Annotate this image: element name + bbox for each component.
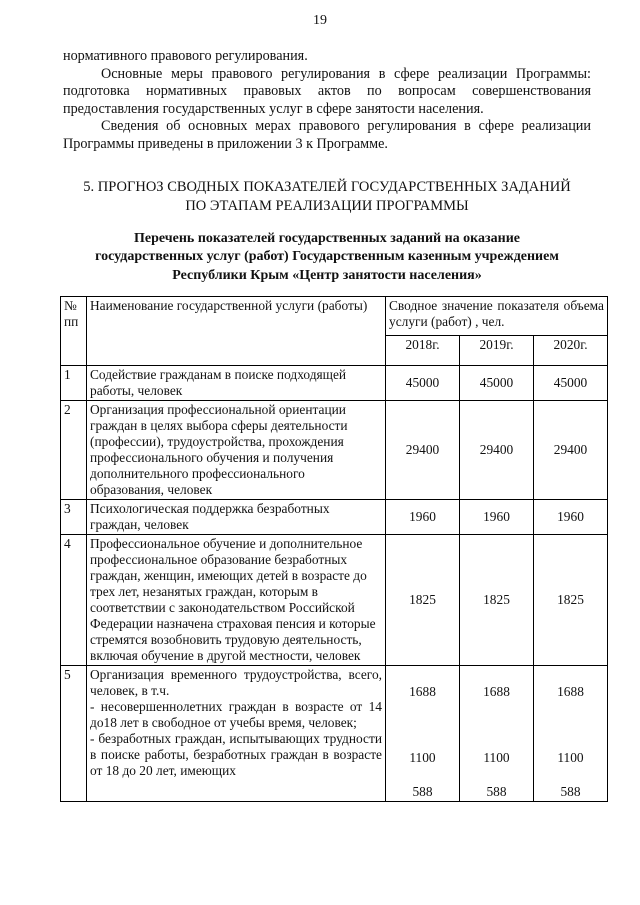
- table-caption-line: государственных услуг (работ) Государственным казенным учреждением: [95, 249, 559, 265]
- row-value: 45000: [460, 366, 534, 401]
- header-summary-value: Сводное значение показателя объема услуги (работ) , чел.: [386, 297, 608, 336]
- row-value: 1960: [534, 500, 608, 535]
- table-row: [61, 535, 608, 666]
- row-value-stack: [534, 666, 608, 802]
- row-num: 5: [61, 666, 87, 802]
- table-caption: [63, 230, 591, 285]
- row-num: 4: [61, 535, 87, 666]
- row-service-name: Профессиональное обучение и дополнительное профессиональное образование безработных граждан, женщин, имеющих детей в возрасте до трех лет, незанятых граждан, которым в соответствии с законодательством Российской Федерации назначена страховая пенсия и которые стремятся возобновить трудовую деятельность, включая обучение в другой местности, человек: [87, 535, 386, 666]
- section-title: [63, 178, 591, 216]
- row-value: 588: [486, 784, 507, 799]
- row-value: 1960: [460, 500, 534, 535]
- row-value: 1100: [557, 750, 584, 765]
- paragraph: нормативного правового регулирования.: [63, 48, 308, 64]
- row-value: 1100: [483, 750, 510, 765]
- row-value: 45000: [386, 366, 460, 401]
- row-value: 1825: [386, 535, 460, 666]
- row-value: 588: [560, 784, 581, 799]
- paragraph: Сведения об основных мерах правового регулирования в сфере реализации Программы приведены в приложении 3 к Программе.: [63, 118, 591, 152]
- table-caption-line: Перечень показателей государственных заданий на оказание: [134, 231, 520, 246]
- row-value: 29400: [386, 401, 460, 500]
- row-service-name: Организация профессиональной ориентации граждан в целях выбора сферы деятельности (профессии), трудоустройства, прохождения профессионального обучения и получения дополнительного профессионального образования, человек: [87, 401, 386, 500]
- row-service-name-part: - несовершеннолетних граждан в возрасте от 14 до18 лет в свободное от учебы время, человек;: [90, 699, 382, 730]
- table-row: [61, 401, 608, 500]
- row-value: 1688: [557, 684, 584, 699]
- page-number: 19: [313, 13, 327, 28]
- row-service-name: Содействие гражданам в поиске подходящей работы, человек: [87, 366, 386, 401]
- row-value: 29400: [460, 401, 534, 500]
- paragraph: Основные меры правового регулирования в сфере реализации Программы: подготовка нормативных правовых актов по вопросам совершенствования предоставления государственных услуг в сфере занятости населения.: [63, 65, 591, 117]
- row-service-name: [87, 666, 386, 802]
- header-service-name: Наименование государственной услуги (работы): [87, 297, 386, 366]
- header-year: 2018г.: [386, 336, 460, 366]
- row-service-name: Психологическая поддержка безработных граждан, человек: [87, 500, 386, 535]
- row-num: 1: [61, 366, 87, 401]
- row-value: 29400: [534, 401, 608, 500]
- row-num: 2: [61, 401, 87, 500]
- table-row: [61, 666, 608, 802]
- table-caption-line: Республики Крым «Центр занятости населения»: [172, 267, 482, 283]
- row-value: 1688: [483, 684, 510, 699]
- row-value: 588: [412, 784, 433, 799]
- header-num: № пп: [61, 297, 87, 366]
- row-value: 1960: [386, 500, 460, 535]
- services-table: [60, 296, 608, 802]
- row-value: 45000: [534, 366, 608, 401]
- table-header-row: [61, 297, 608, 336]
- section-title-line: ПО ЭТАПАМ РЕАЛИЗАЦИИ ПРОГРАММЫ: [185, 198, 469, 214]
- row-service-name-part: - безработных граждан, испытывающих трудности в поиске работы, безработных граждан в возрасте от 18 до 20 лет, имеющих: [90, 731, 382, 778]
- row-value: 1100: [409, 750, 436, 765]
- row-value: 1688: [409, 684, 436, 699]
- row-value-stack: [460, 666, 534, 802]
- row-value: 1825: [534, 535, 608, 666]
- section-title-line: 5. ПРОГНОЗ СВОДНЫХ ПОКАЗАТЕЛЕЙ ГОСУДАРСТВЕННЫХ ЗАДАНИЙ: [83, 179, 571, 195]
- header-year: 2020г.: [534, 336, 608, 366]
- header-year: 2019г.: [460, 336, 534, 366]
- row-value: 1825: [460, 535, 534, 666]
- body-text: [63, 48, 591, 154]
- table-row: [61, 366, 608, 401]
- table-row: [61, 500, 608, 535]
- row-num: 3: [61, 500, 87, 535]
- row-value-stack: [386, 666, 460, 802]
- row-service-name-part: Организация временного трудоустройства, всего, человек, в т.ч.: [90, 667, 382, 698]
